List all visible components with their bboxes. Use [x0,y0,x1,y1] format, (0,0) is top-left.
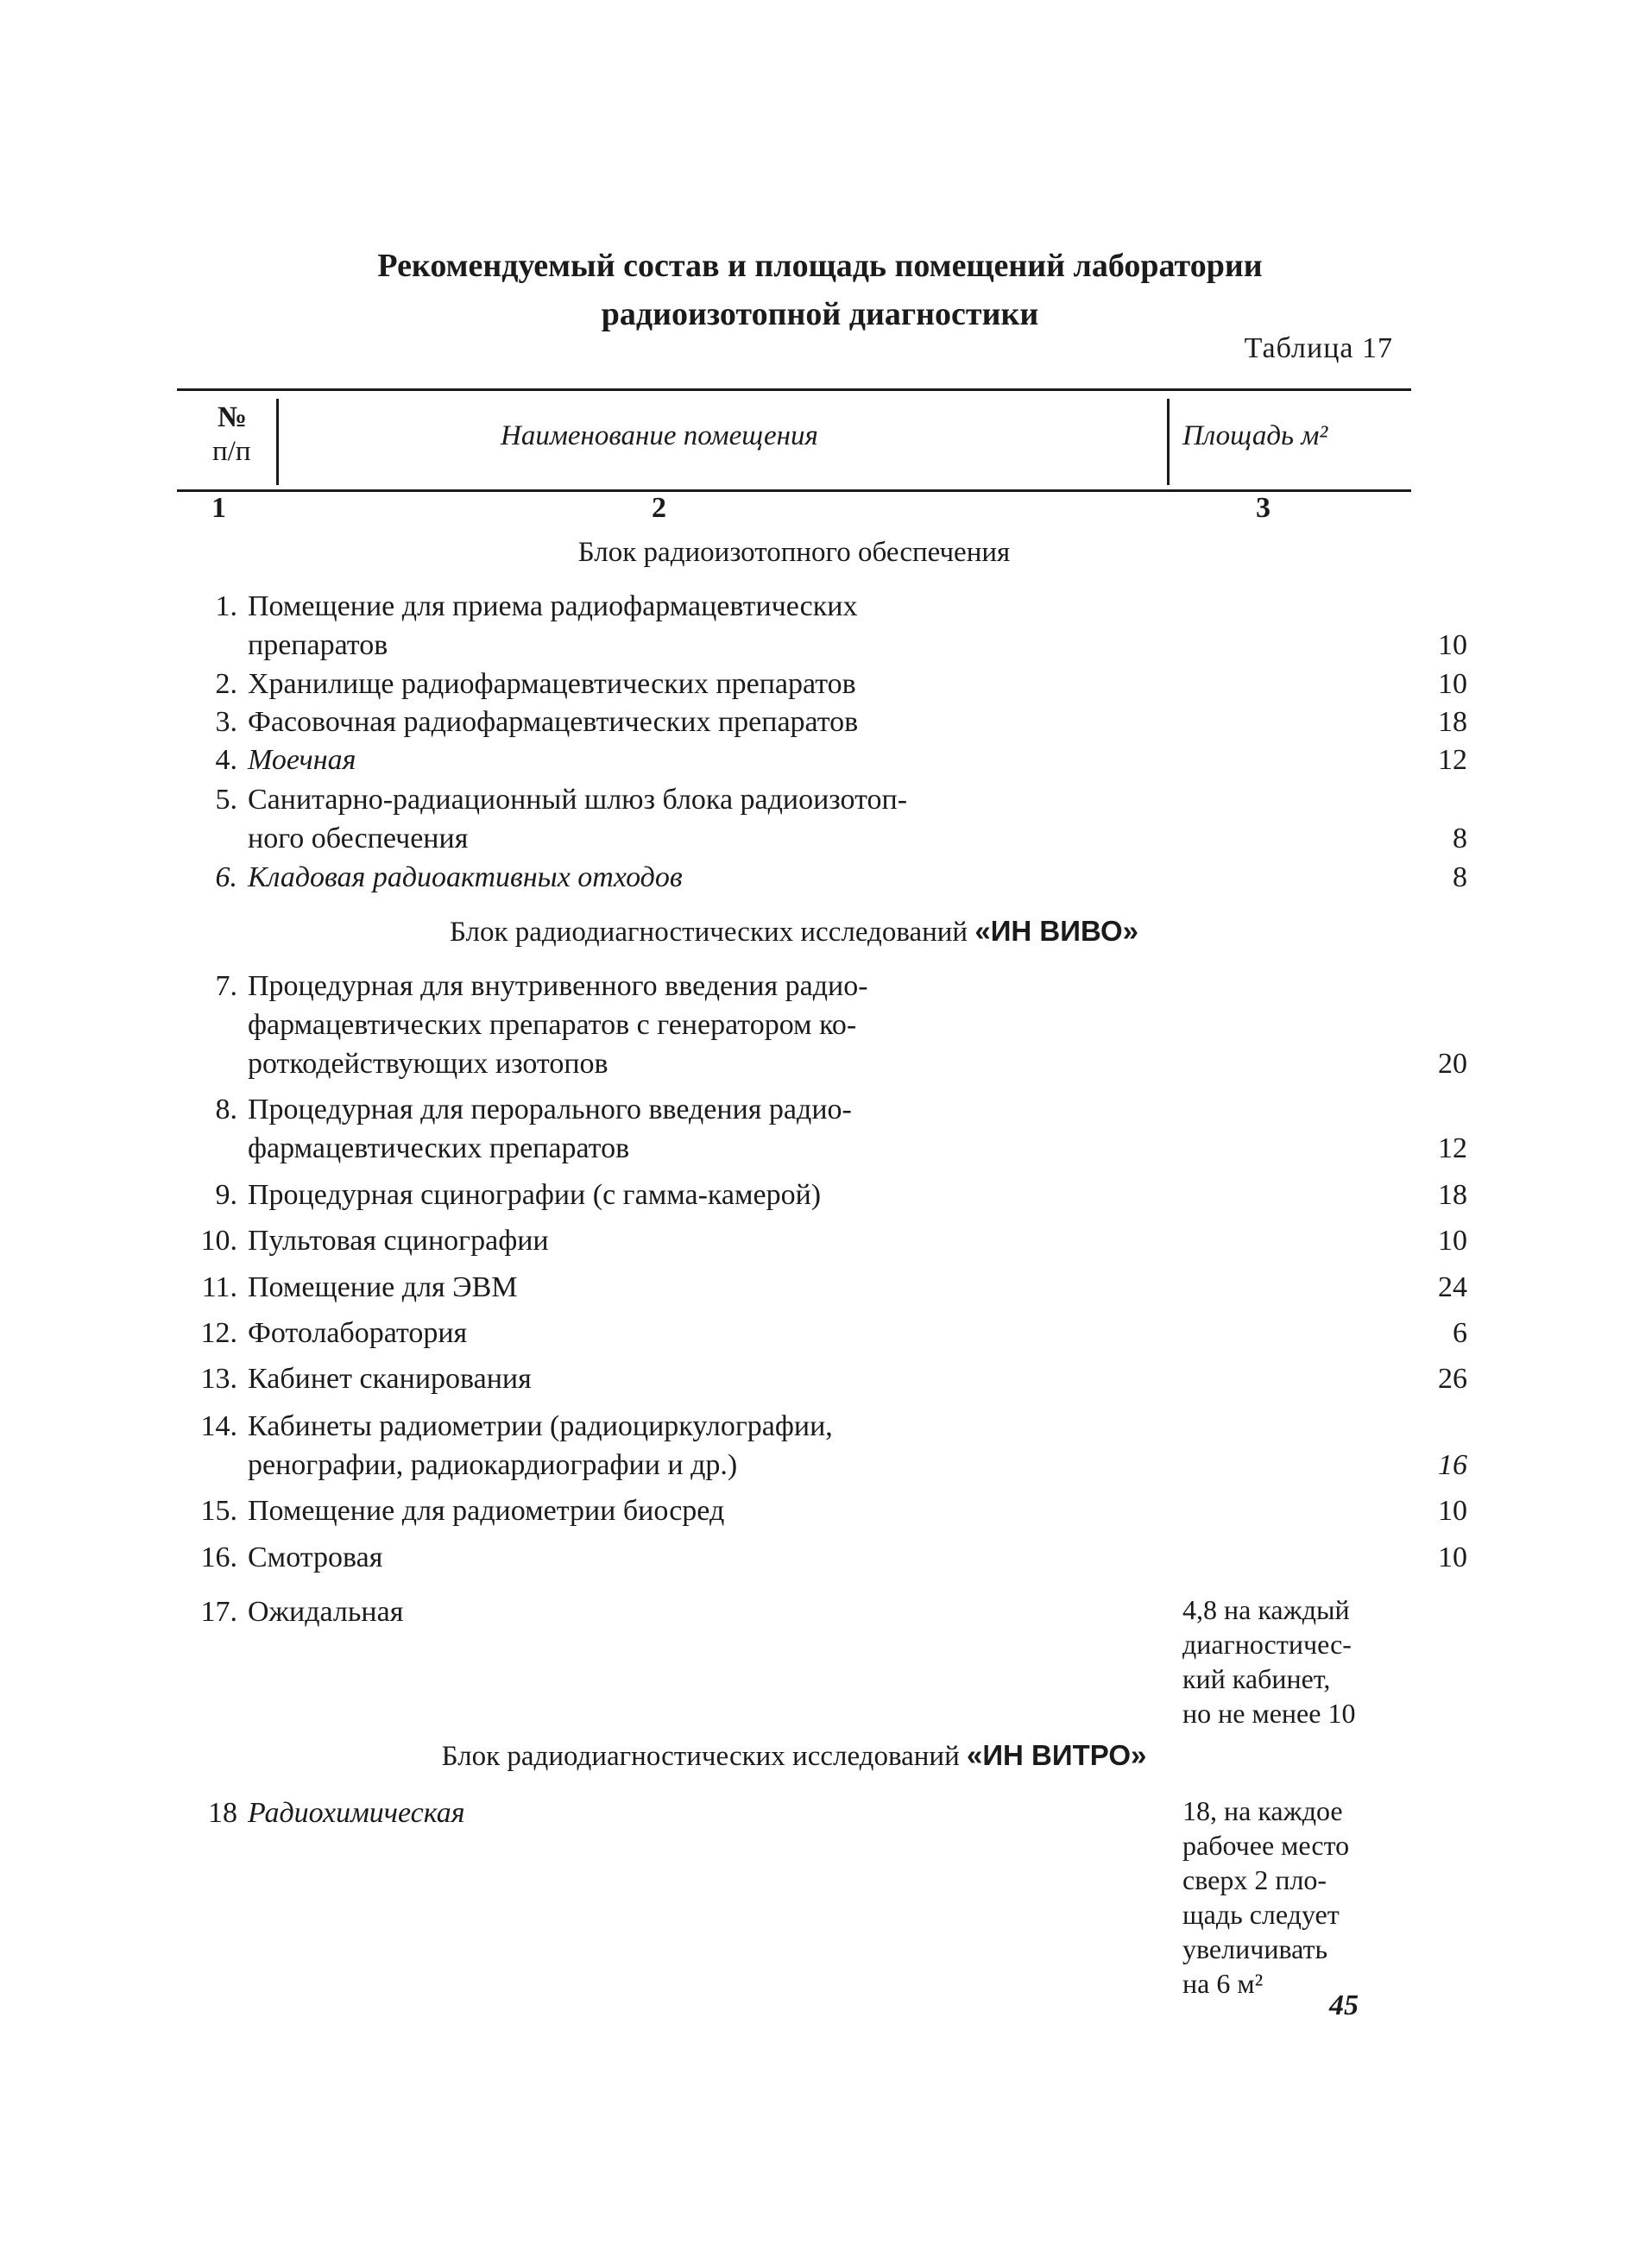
table-row [177,1407,1467,1485]
header-name: Наименование помещения [501,420,818,451]
row-number: 8. [215,1094,237,1125]
room-area: 18 [1438,706,1467,738]
room-area: 10 [1438,1495,1467,1527]
table-row [177,703,1467,741]
title-line-2: радиоизотопной диагностики [601,296,1039,332]
row-number: 13. [200,1363,237,1395]
header-num-sub: п/п [212,436,251,467]
section-heading-3 [177,1739,1411,1773]
row-number: 18 [208,1797,237,1829]
section-heading-3-bold: «ИН ВИТРО» [966,1739,1147,1771]
room-area: 12 [1438,1132,1467,1164]
row-number: 1. [215,590,237,622]
room-name: Санитарно-радиационный шлюз блока радиоизотоп- ного обеспечения [248,784,908,854]
room-name: Моечная [248,744,356,776]
table-row [177,1090,1467,1168]
row-number: 3. [215,706,237,738]
row-number: 17. [200,1596,237,1628]
room-area: 4,8 на каждый диагностичес- кий кабинет, но не менее 10 [1182,1594,1356,1729]
room-area: 18 [1438,1179,1467,1211]
row-number: 11. [201,1271,237,1303]
table-row [177,1592,1411,1739]
section-heading-3-text: Блок радиодиагностических исследований [441,1741,967,1772]
title-line-1: Рекомендуемый состав и площадь помещений лаборатории [377,248,1263,284]
room-area: 24 [1438,1271,1467,1303]
row-number: 4. [215,744,237,776]
room-name: Радиохимическая [248,1797,465,1829]
table-row [177,587,1467,665]
room-name: Кладовая радиоактивных отходов [248,861,683,893]
header-bottom-rule [177,489,1411,492]
row-number: 14. [200,1410,237,1442]
column-number-1: 1 [211,492,226,524]
table-row [177,1221,1467,1260]
header-divider-2 [1167,399,1170,485]
section-heading-2 [177,915,1411,949]
table-row [177,1268,1467,1307]
room-area: 10 [1438,629,1467,661]
row-number: 6. [215,861,237,893]
table-row [177,1359,1467,1398]
room-area: 12 [1438,744,1467,776]
header-area: Площадь м² [1182,420,1328,451]
table-top-rule [177,388,1411,391]
room-area: 10 [1438,1541,1467,1573]
row-number: 12. [200,1317,237,1349]
header-divider-1 [276,399,279,485]
row-number: 15. [200,1495,237,1527]
row-number: 7. [215,970,237,1002]
row-number: 9. [215,1179,237,1211]
section-heading-1: Блок радиоизотопного обеспечения [577,537,1011,568]
row-number: 16. [200,1541,237,1573]
table-row [177,1176,1467,1214]
room-name: Помещение для приема радиофармацевтических препаратов [248,590,858,661]
room-area: 10 [1438,668,1467,700]
section-heading-2-bold: «ИН ВИВО» [974,915,1138,947]
table-row [177,1794,1411,2009]
page-number: 45 [1329,1989,1359,2021]
row-number: 2. [215,668,237,700]
table-row [177,741,1467,779]
header-num: № [218,401,248,433]
table-row [177,1314,1467,1352]
room-name: Процедурная для внутривенного введения радио- фармацевтических препаратов с генератором ко- роткодействующих изотопов [248,970,868,1080]
room-name: Фасовочная радиофармацевтических препаратов [248,706,859,738]
room-name: Процедурная для перорального введения радио- фармацевтических препаратов [248,1094,852,1164]
table-row [177,780,1467,858]
column-number-2: 2 [652,492,666,524]
room-name: Помещение для ЭВМ [248,1271,518,1303]
table-row [177,1538,1467,1577]
room-name: Процедурная сцинографии (с гамма-камерой) [248,1179,822,1211]
column-number-3: 3 [1256,492,1271,524]
room-name: Кабинеты радиометрии (радиоциркулографии, ренографии, радиокардиографии и др.) [248,1410,833,1481]
room-area: 20 [1438,1048,1467,1080]
table-row [177,858,1467,897]
room-area: 10 [1438,1225,1467,1257]
table-row [177,665,1467,703]
room-name: Помещение для радиометрии биосред [248,1495,725,1527]
room-area: 6 [1453,1317,1467,1349]
table-row [177,1491,1467,1530]
room-area: 16 [1438,1449,1467,1481]
room-name: Смотровая [248,1541,383,1573]
page-title [259,242,1381,338]
room-name: Фотолаборатория [248,1317,468,1349]
room-area: 8 [1453,823,1467,854]
room-area: 8 [1453,861,1467,893]
room-name: Хранилище радиофармацевтических препаратов [248,668,856,700]
row-number: 5. [215,784,237,816]
table-row [177,967,1467,1083]
room-name: Пультовая сцинографии [248,1225,549,1257]
table-label: Таблица 17 [1244,332,1393,364]
room-area: 26 [1438,1363,1467,1395]
room-area: 18, на каждое рабочее место сверх 2 пло- щадь следует увеличивать на 6 м² [1182,1795,1350,1999]
row-number: 10. [200,1225,237,1257]
section-heading-2-text: Блок радиодиагностических исследований [449,917,975,948]
room-name: Ожидальная [248,1596,404,1628]
room-name: Кабинет сканирования [248,1363,532,1395]
